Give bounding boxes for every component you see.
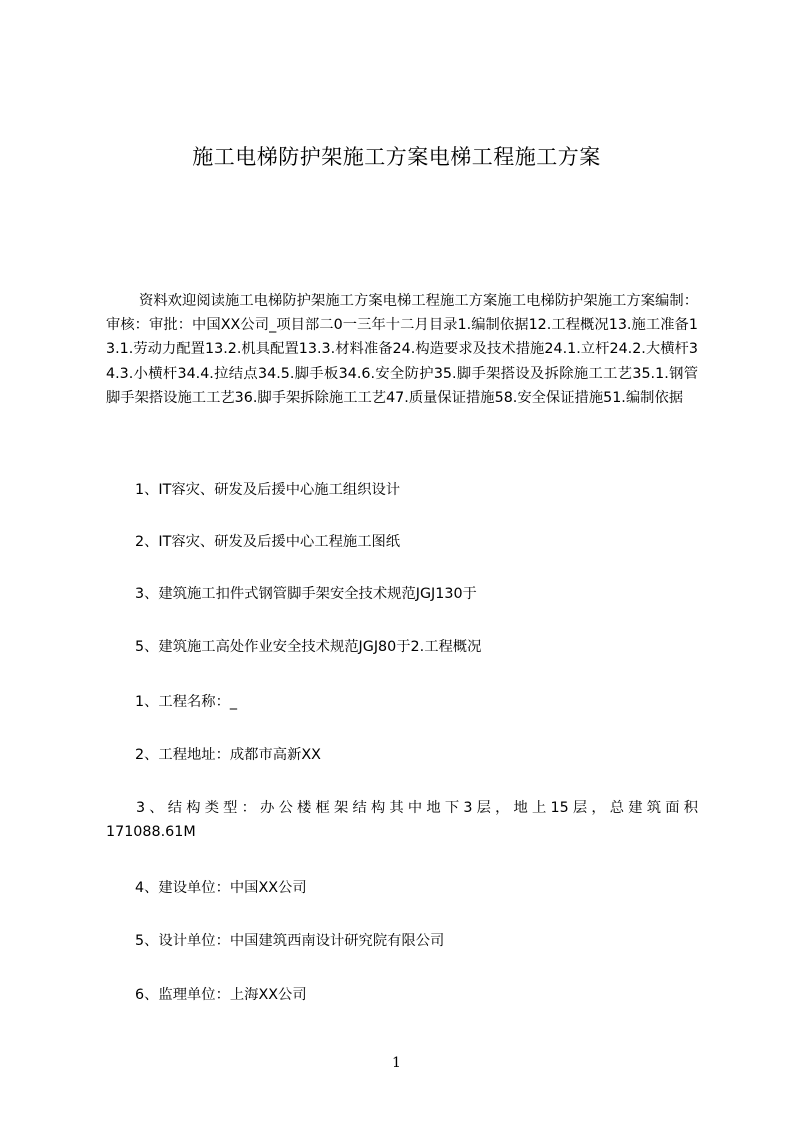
project-address: 2、工程地址：成都市高新XX bbox=[135, 747, 321, 763]
design-unit: 5、设计单位：中国建筑西南设计研究院有限公司 bbox=[135, 933, 445, 949]
reference-item-2: 2、IT容灾、研发及后援中心工程施工图纸 bbox=[135, 534, 401, 550]
structure-type bbox=[106, 796, 698, 844]
project-name: 1、工程名称：_ bbox=[135, 694, 238, 710]
intro-paragraph: 资料欢迎阅读施工电梯防护架施工方案电梯工程施工方案施工电梯防护架施工方案编制：审核：审批：中国XX公司_项目部二0一三年十二月目录1.编制依据12.工程概况13.施工准备13.1.劳动力配置13.2.机具配置13.3.材料准备24.构造要求及技术措施24.1.立杆24.2.大横杆34.3.小横杆34.4.拉结点34.5.脚手板34.6.安全防护35.脚手架搭设及拆除施工工艺35.1.钢管脚手架搭设施工工艺36.脚手架拆除施工工艺47.质量保证措施58.安全保证措施51.编制依据 bbox=[106, 293, 698, 406]
reference-item-5: 5、建筑施工高处作业安全技术规范JGJ80于2.工程概况 bbox=[135, 639, 482, 655]
construction-unit: 4、建设单位：中国XX公司 bbox=[135, 880, 307, 896]
reference-item-3: 3、建筑施工扣件式钢管脚手架安全技术规范JGJ130于 bbox=[135, 586, 477, 602]
structure-type-line-1: 3、结构类型：办公楼框架结构其中地下3层，地上15层，总建筑面积 bbox=[136, 800, 698, 816]
structure-type-line-2: 171088.61M bbox=[106, 824, 196, 840]
supervision-unit: 6、监理单位：上海XX公司 bbox=[135, 987, 307, 1003]
reference-item-1: 1、IT容灾、研发及后援中心施工组织设计 bbox=[135, 482, 401, 498]
page-number: 1 bbox=[392, 1055, 401, 1071]
document-title: 施工电梯防护架施工方案电梯工程施工方案 bbox=[192, 145, 601, 169]
